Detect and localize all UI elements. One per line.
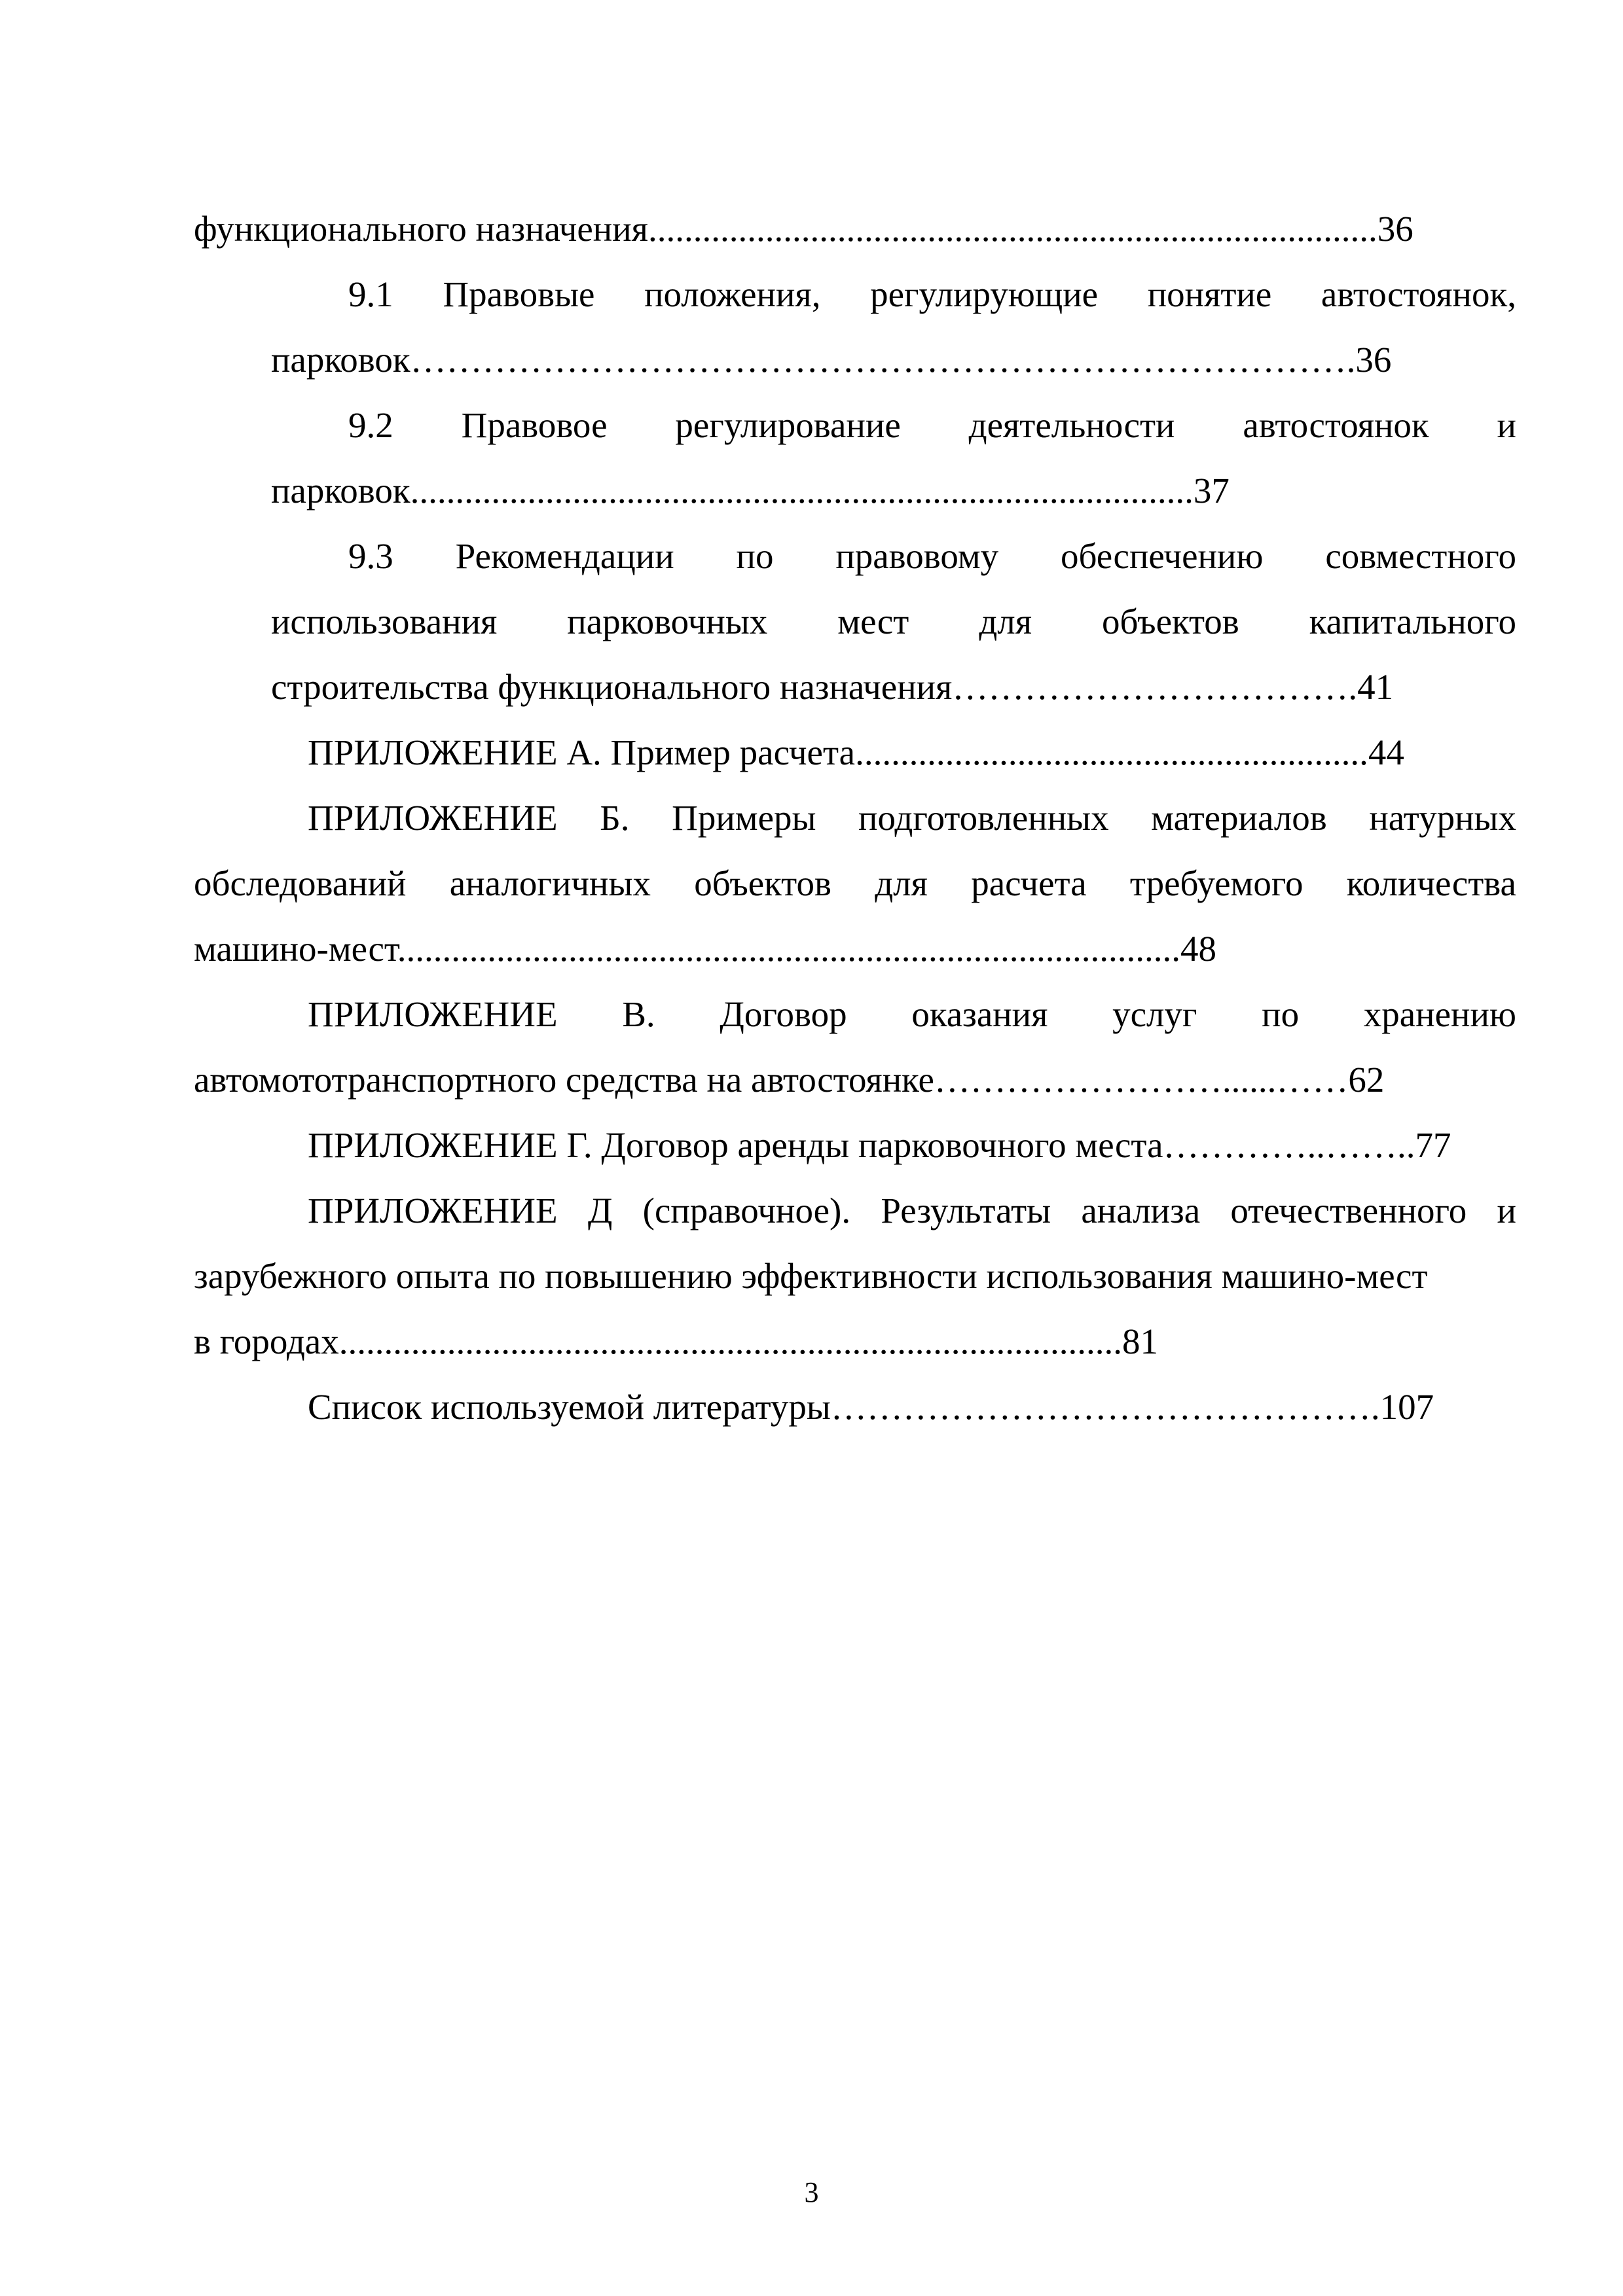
- toc-entry-9-2: [348, 403, 1516, 448]
- toc-appendix-d-line2: [194, 1253, 1427, 1299]
- toc-appendix-v: [308, 992, 1516, 1037]
- toc-entry-9-3: [348, 533, 1516, 579]
- toc-word: мест: [837, 601, 909, 641]
- toc-word: требуемого: [1129, 863, 1304, 903]
- toc-entry-text: автомототранспортного средства на автостоянке……………………......……62: [194, 1060, 1385, 1100]
- toc-word: регулирующие: [870, 274, 1099, 314]
- toc-word: капитального: [1309, 601, 1516, 641]
- page-number: 3: [804, 2176, 819, 2208]
- toc-word: обследований: [194, 863, 407, 903]
- toc-word: объектов: [1102, 601, 1239, 641]
- toc-appendix-b-line2: [194, 861, 1516, 906]
- toc-entry-text: ПРИЛОЖЕНИЕ А. Пример расчета.........................................................44: [308, 732, 1404, 772]
- toc-word: совместного: [1325, 536, 1516, 576]
- toc-entry-text: функционального назначения.................................................................................36: [194, 209, 1413, 249]
- toc-appendix-d: [308, 1188, 1516, 1234]
- toc-entry-continuation: [194, 206, 1413, 252]
- toc-word: для: [979, 601, 1032, 641]
- toc-entry-text: строительства функционального назначения…………………………….41: [271, 667, 1394, 707]
- toc-word: правовому: [835, 536, 999, 576]
- toc-word: Результаты: [881, 1191, 1051, 1230]
- toc-entry-9-1: [348, 272, 1516, 317]
- toc-word: Б.: [600, 798, 630, 838]
- toc-word: 9.1: [348, 274, 393, 314]
- toc-word: по: [736, 536, 774, 576]
- toc-word: отечественного: [1230, 1191, 1467, 1230]
- toc-word: анализа: [1081, 1191, 1201, 1230]
- toc-word: и: [1497, 1191, 1516, 1230]
- toc-entry-text: парковок…………………………………………………………………….36: [271, 340, 1392, 380]
- toc-entry-9-3-tail: [271, 664, 1393, 710]
- toc-word: Правовые: [443, 274, 595, 314]
- toc-word: услуг: [1112, 994, 1197, 1034]
- toc-appendix-g: [308, 1122, 1451, 1168]
- toc-word: для: [875, 863, 928, 903]
- toc-word: обеспечению: [1061, 536, 1264, 576]
- toc-word: автостоянок,: [1321, 274, 1516, 314]
- toc-word: объектов: [694, 863, 831, 903]
- toc-entry-text: парковок.......................................................................................37: [271, 471, 1230, 511]
- toc-word: В.: [622, 994, 655, 1034]
- toc-word: использования: [271, 601, 498, 641]
- toc-word: деятельности: [968, 405, 1175, 445]
- toc-entry-text: в городах.......................................................................................81: [194, 1321, 1158, 1361]
- toc-word: хранению: [1363, 994, 1516, 1034]
- toc-appendix-v-tail: [194, 1057, 1384, 1103]
- toc-word: Д: [587, 1191, 613, 1230]
- toc-word: автостоянок: [1243, 405, 1429, 445]
- toc-word: (справочное).: [642, 1191, 851, 1230]
- toc-word: подготовленных: [858, 798, 1109, 838]
- toc-word: ПРИЛОЖЕНИЕ: [308, 994, 558, 1034]
- toc-word: парковочных: [567, 601, 768, 641]
- toc-word: аналогичных: [449, 863, 651, 903]
- toc-word: регулирование: [675, 405, 901, 445]
- toc-appendix-d-tail: [194, 1319, 1158, 1365]
- toc-word: Примеры: [672, 798, 816, 838]
- toc-word: Правовое: [461, 405, 608, 445]
- toc-word: и: [1497, 405, 1516, 445]
- toc-entry-9-2-tail: [271, 468, 1230, 514]
- toc-appendix-a: [308, 730, 1404, 776]
- toc-word: положения,: [644, 274, 821, 314]
- toc-word: натурных: [1369, 798, 1516, 838]
- toc-word: 9.2: [348, 405, 393, 445]
- toc-entry-9-3-line2: [271, 599, 1516, 645]
- toc-word: 9.3: [348, 536, 393, 576]
- toc-word: по: [1262, 994, 1300, 1034]
- toc-word: ПРИЛОЖЕНИЕ: [308, 798, 558, 838]
- toc-word: Рекомендации: [455, 536, 674, 576]
- toc-appendix-b-tail: [194, 926, 1216, 972]
- toc-entry-9-1-tail: [271, 337, 1391, 383]
- toc-appendix-b: [308, 795, 1516, 841]
- toc-entry-text: зарубежного опыта по повышению эффективности использования машино-мест: [194, 1256, 1428, 1296]
- toc-references: [308, 1384, 1434, 1430]
- toc-word: количества: [1346, 863, 1516, 903]
- toc-entry-text: машино-мест.......................................................................................48: [194, 929, 1217, 969]
- toc-word: понятие: [1147, 274, 1272, 314]
- toc-word: Договор: [720, 994, 847, 1034]
- toc-entry-text: ПРИЛОЖЕНИЕ Г. Договор аренды парковочного места…………..……..77: [308, 1125, 1451, 1165]
- toc-word: расчета: [971, 863, 1087, 903]
- toc-word: ПРИЛОЖЕНИЕ: [308, 1191, 558, 1230]
- toc-word: оказания: [911, 994, 1048, 1034]
- toc-entry-text: Список используемой литературы……………………………………….107: [308, 1387, 1434, 1427]
- toc-word: материалов: [1151, 798, 1327, 838]
